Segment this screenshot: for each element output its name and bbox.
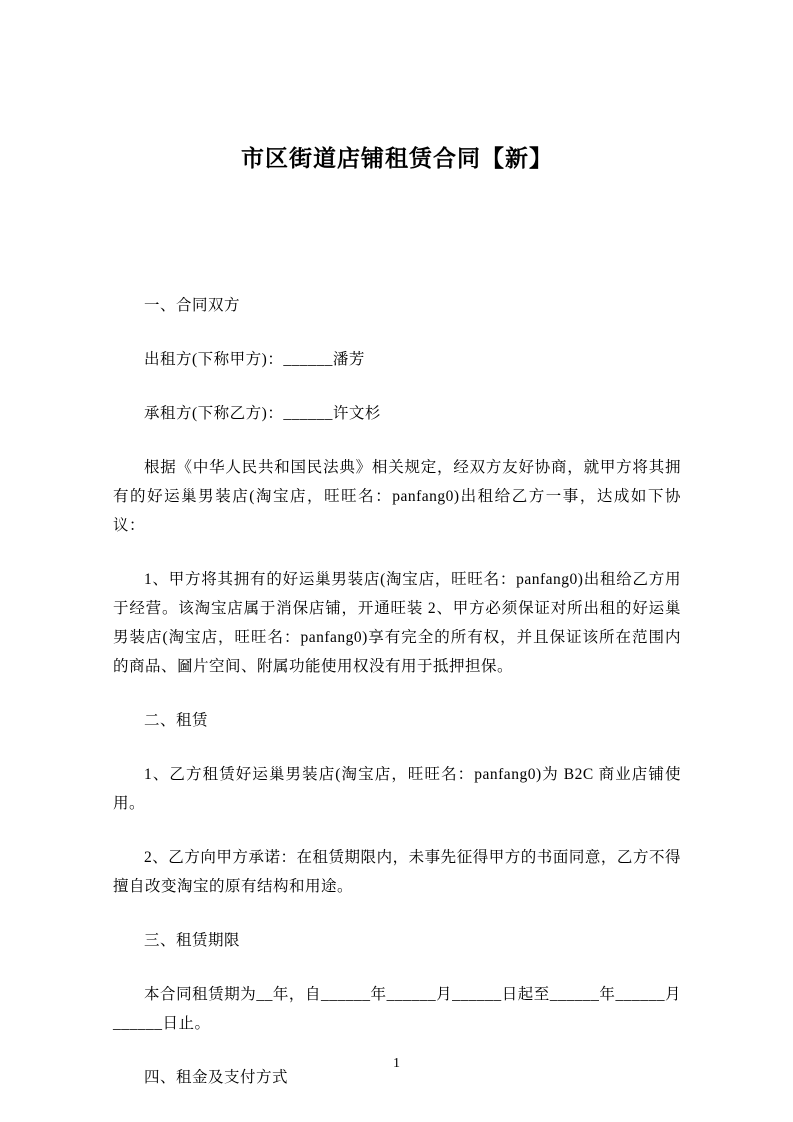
document-title: 市区街道店铺租赁合同【新】 [241,145,553,171]
section-heading-rent: 四、租金及支付方式 [144,1069,289,1086]
page-number: 1 [393,1056,400,1071]
paragraph-lease-1: 1、乙方租赁好运巢男装店(淘宝店，旺旺名：panfang0)为 B2C 商业店铺使用。 [113,766,681,812]
document-content [113,140,681,1117]
paragraph-lessee: 承租方(下称乙方)：______许文杉 [144,405,381,422]
paragraph-lease-2: 2、乙方向甲方承诺：在租赁期限内，未事先征得甲方的书面同意，乙方不得擅自改变淘宝的原有结构和用途。 [113,849,681,895]
section-heading-lease: 二、租赁 [144,712,209,729]
section-heading-parties: 一、合同双方 [144,297,241,314]
section-heading-term: 三、租赁期限 [144,932,241,949]
paragraph-term: 本合同租赁期为__年，自______年______月______日起至______年______月______日止。 [113,986,681,1032]
paragraph-preamble: 根据《中华人民共和国民法典》相关规定，经双方友好协商，就甲方将其拥有的好运巢男装店(淘宝店，旺旺名：panfang0)出租给乙方一事，达成如下协议： [113,459,681,534]
paragraph-lessor: 出租方(下称甲方)：______潘芳 [144,351,365,368]
paragraph-clause-1: 1、甲方将其拥有的好运巢男装店(淘宝店，旺旺名：panfang0)出租给乙方用于经营。该淘宝店属于消保店铺，开通旺装 2、甲方必须保证对所出租的好运巢男装店(淘宝店，旺旺名：panfang0)享有完全的所有权，并且保证该所在范围内的商品、圙片空间、附属功能使用权没有用于抵押担保。 [113,571,681,675]
